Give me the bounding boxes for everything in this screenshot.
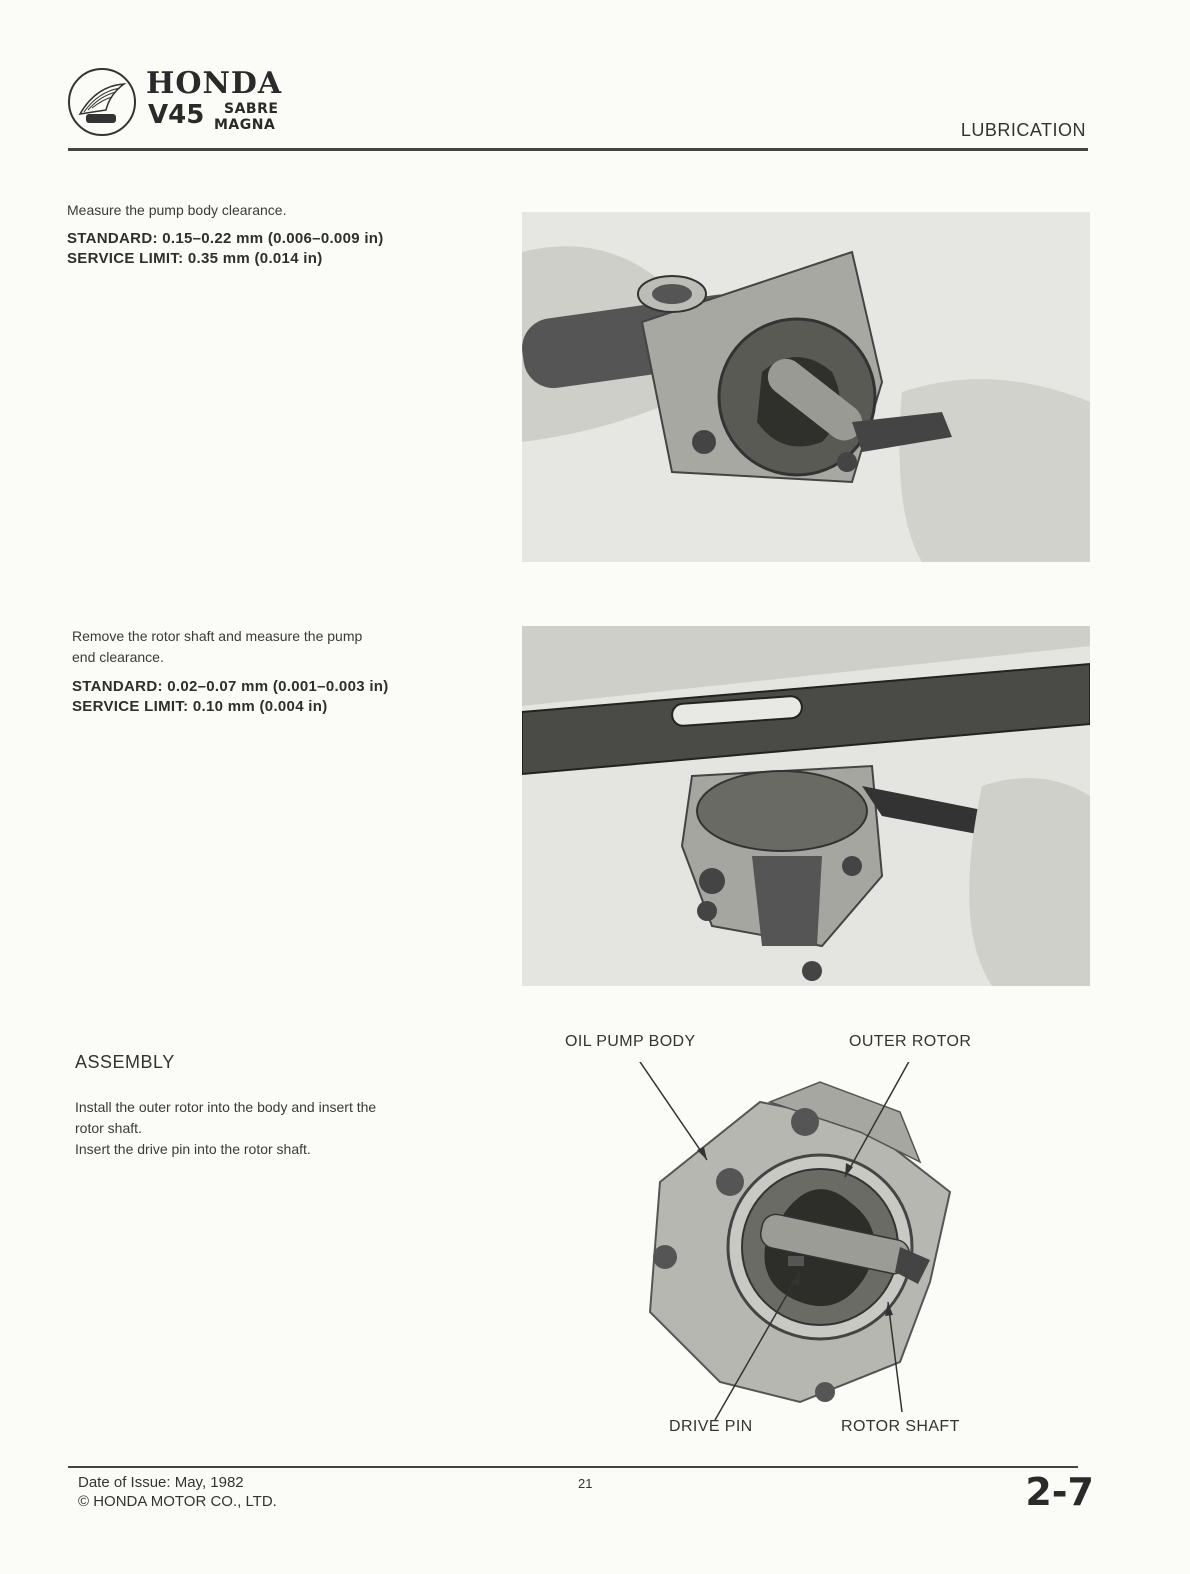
assembly-line2: rotor shaft. bbox=[75, 1120, 142, 1136]
brand-name: HONDA bbox=[146, 66, 283, 101]
step2-service-limit: SERVICE LIMIT: 0.10 mm (0.004 in) bbox=[72, 698, 328, 715]
step1-instruction: Measure the pump body clearance. bbox=[67, 202, 287, 218]
model-name: V45 bbox=[148, 100, 205, 130]
variant-sabre: SABRE bbox=[224, 101, 279, 117]
step2-standard: STANDARD: 0.02–0.07 mm (0.001–0.003 in) bbox=[72, 678, 389, 695]
step1-standard: STANDARD: 0.15–0.22 mm (0.006–0.009 in) bbox=[67, 230, 384, 247]
label-outer-rotor: OUTER ROTOR bbox=[849, 1033, 972, 1050]
footer-rule bbox=[68, 1466, 1078, 1468]
copyright: © HONDA MOTOR CO., LTD. bbox=[78, 1493, 277, 1510]
header-rule bbox=[68, 148, 1088, 151]
step2-instruction-line2: end clearance. bbox=[72, 649, 164, 665]
label-oil-pump-body: OIL PUMP BODY bbox=[565, 1033, 696, 1050]
assembly-line1: Install the outer rotor into the body and insert the bbox=[75, 1099, 377, 1115]
label-rotor-shaft: ROTOR SHAFT bbox=[841, 1418, 960, 1435]
step2-instruction-line1: Remove the rotor shaft and measure the pump bbox=[72, 628, 363, 644]
pump-end-clearance-photo bbox=[522, 626, 1090, 986]
page-code: 2-7 bbox=[1025, 1470, 1094, 1514]
section-title: LUBRICATION bbox=[960, 120, 1086, 140]
honda-wing-logo-icon bbox=[66, 66, 138, 138]
assembly-heading: ASSEMBLY bbox=[75, 1052, 175, 1072]
oil-pump-assembly-photo bbox=[600, 1062, 980, 1422]
assembly-line3: Insert the drive pin into the rotor shaft. bbox=[75, 1141, 311, 1157]
page-number: 21 bbox=[578, 1476, 593, 1491]
issue-date: Date of Issue: May, 1982 bbox=[78, 1474, 244, 1491]
label-drive-pin: DRIVE PIN bbox=[669, 1418, 753, 1435]
pump-body-clearance-photo bbox=[522, 212, 1090, 562]
variant-magna: MAGNA bbox=[214, 117, 276, 133]
step1-service-limit: SERVICE LIMIT: 0.35 mm (0.014 in) bbox=[67, 250, 323, 267]
model-variants bbox=[214, 101, 278, 133]
